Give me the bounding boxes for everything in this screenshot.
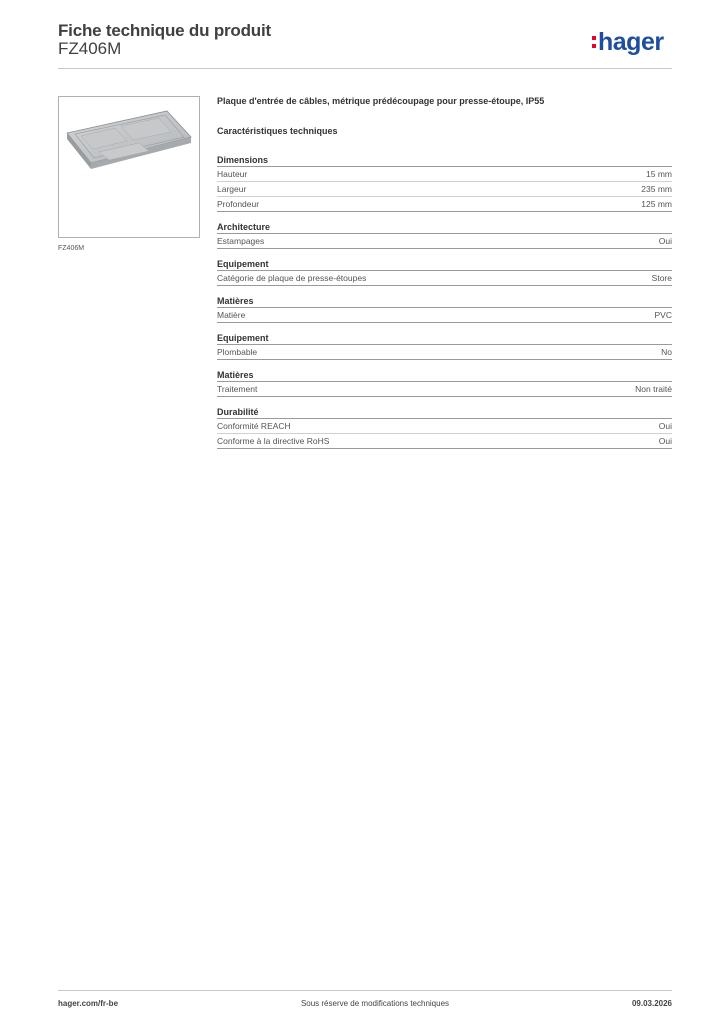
page-title: Fiche technique du produit [58,21,271,40]
spec-label: Conforme à la directive RoHS [217,436,330,446]
group-heading: Equipement [217,258,672,271]
spec-row [217,419,672,434]
footer-date: 09.03.2026 [631,999,672,1008]
footer-website-link[interactable]: hager.com/fr-be [58,999,119,1008]
spec-row [217,308,672,323]
footer-notice: Sous réserve de modifications techniques [300,999,450,1008]
spec-value: Oui [658,421,672,431]
spec-label: Traitement [217,384,258,394]
cable-entry-plate-image [59,97,199,237]
spec-row [217,167,672,182]
spec-group-architecture [217,221,672,249]
product-description: Plaque d'entrée de câbles, métrique prédécoupage pour presse-étoupe, IP55 [217,96,545,106]
spec-row [217,197,672,212]
spec-label: Profondeur [217,199,260,209]
spec-value: 15 mm [646,169,672,179]
spec-value: Store [651,273,672,283]
group-heading: Architecture [217,221,672,234]
group-heading: Matières [217,369,672,382]
spec-group-matieres-2 [217,369,672,397]
group-heading: Matières [217,295,672,308]
spec-row [217,434,672,449]
spec-row [217,382,672,397]
spec-group-durabilite [217,406,672,449]
spec-content [217,96,672,458]
spec-row [217,234,672,249]
spec-group-dimensions [217,154,672,212]
logo-dots-icon [592,36,596,48]
group-heading: Dimensions [217,154,672,167]
spec-value: Oui [658,436,672,446]
spec-label: Matière [217,310,246,320]
spec-group-equipement-2 [217,332,672,360]
spec-value: 235 mm [641,184,672,194]
spec-label: Catégorie de plaque de presse-étoupes [217,273,367,283]
spec-value: PVC [654,310,672,320]
spec-label: Plombable [217,347,258,357]
spec-row [217,182,672,197]
spec-label: Hauteur [217,169,248,179]
hager-logo[interactable] [592,28,664,56]
spec-label: Estampages [217,236,265,246]
spec-value: Oui [658,236,672,246]
spec-label: Conformité REACH [217,421,291,431]
spec-value: No [661,347,672,357]
spec-row [217,271,672,286]
header-divider [58,68,672,69]
footer-divider [58,990,672,991]
spec-group-matieres [217,295,672,323]
image-caption: FZ406M [58,245,85,252]
spec-row [217,345,672,360]
group-heading: Durabilité [217,406,672,419]
spec-value: Non traité [635,384,672,394]
footer [58,999,672,1008]
logo-text: hager [598,27,664,56]
spec-value: 125 mm [641,199,672,209]
product-reference: FZ406M [58,39,122,58]
group-heading: Equipement [217,332,672,345]
spec-label: Largeur [217,184,247,194]
spec-group-equipement [217,258,672,286]
tech-heading: Caractéristiques techniques [217,126,338,136]
product-image [58,96,200,238]
